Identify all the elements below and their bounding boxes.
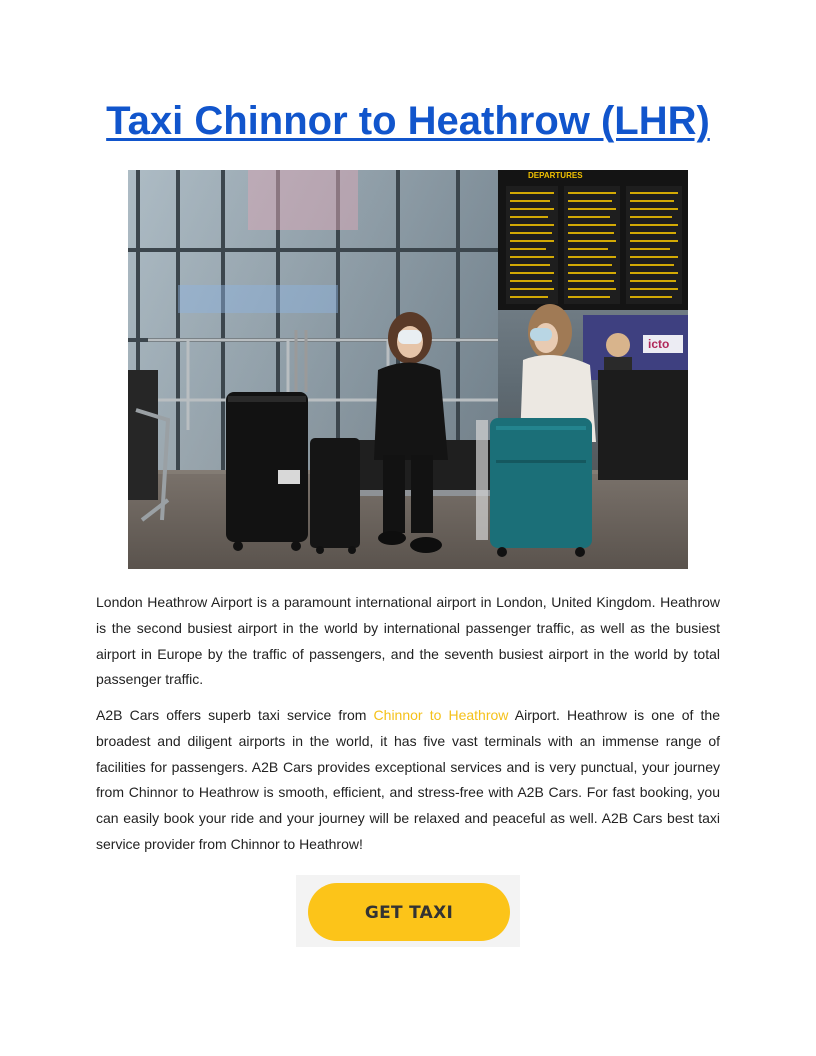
seat-right: [598, 370, 688, 480]
page-title[interactable]: [96, 96, 720, 146]
teal-suitcase: [490, 418, 592, 548]
pink-reflection: [248, 170, 358, 230]
blue-sign-reflection: [178, 285, 338, 313]
person-left-body: [374, 363, 448, 461]
airport-photo-illustration: [128, 170, 688, 569]
person-right-mask: [530, 328, 552, 341]
airport-photo: [128, 170, 688, 569]
page-title-text[interactable]: Taxi Chinnor to Heathrow (LHR): [106, 99, 710, 143]
get-taxi-button[interactable]: GET TAXI: [308, 883, 510, 941]
service-paragraph-start: A2B Cars offers superb taxi service from: [96, 707, 374, 723]
luggage-tag: [278, 470, 300, 484]
service-paragraph: [96, 703, 720, 858]
chinnor-to-heathrow-link[interactable]: Chinnor to Heathrow: [373, 707, 509, 723]
black-suitcase-large: [226, 392, 308, 542]
intro-paragraph: London Heathrow Airport is a paramount international airport in London, United Kingdom. Heathrow is the second busiest airport in the world by international passenger traffic, as well as the busiest airport in Europe by the traffic of passengers, and the seventh busiest airport in the world by total passenger traffic.: [96, 594, 720, 688]
tv-presenter: [606, 333, 630, 357]
service-paragraph-end: Airport. Heathrow is one of the broadest and diligent airports in the world, it has five vast terminals with an immense range of facilities for passengers. A2B Cars provides exceptional services and is very punctual, your journey from Chinnor to Heathrow is smooth, efficient, and stress-free with A2B Cars. For fast booking, you can easily book your ride and your journey will be relaxed and peaceful as well. A2B Cars best taxi service provider from Chinnor to Heathrow!: [96, 707, 720, 852]
departures-sign: DEPARTURES: [528, 171, 583, 180]
tv-screen-text: icto: [648, 337, 670, 351]
departures-board-rows: [506, 186, 682, 304]
person-left-mask: [398, 330, 422, 344]
get-taxi-button-container: [296, 875, 520, 947]
seat-left: [128, 370, 158, 500]
black-suitcase-small: [310, 438, 360, 548]
